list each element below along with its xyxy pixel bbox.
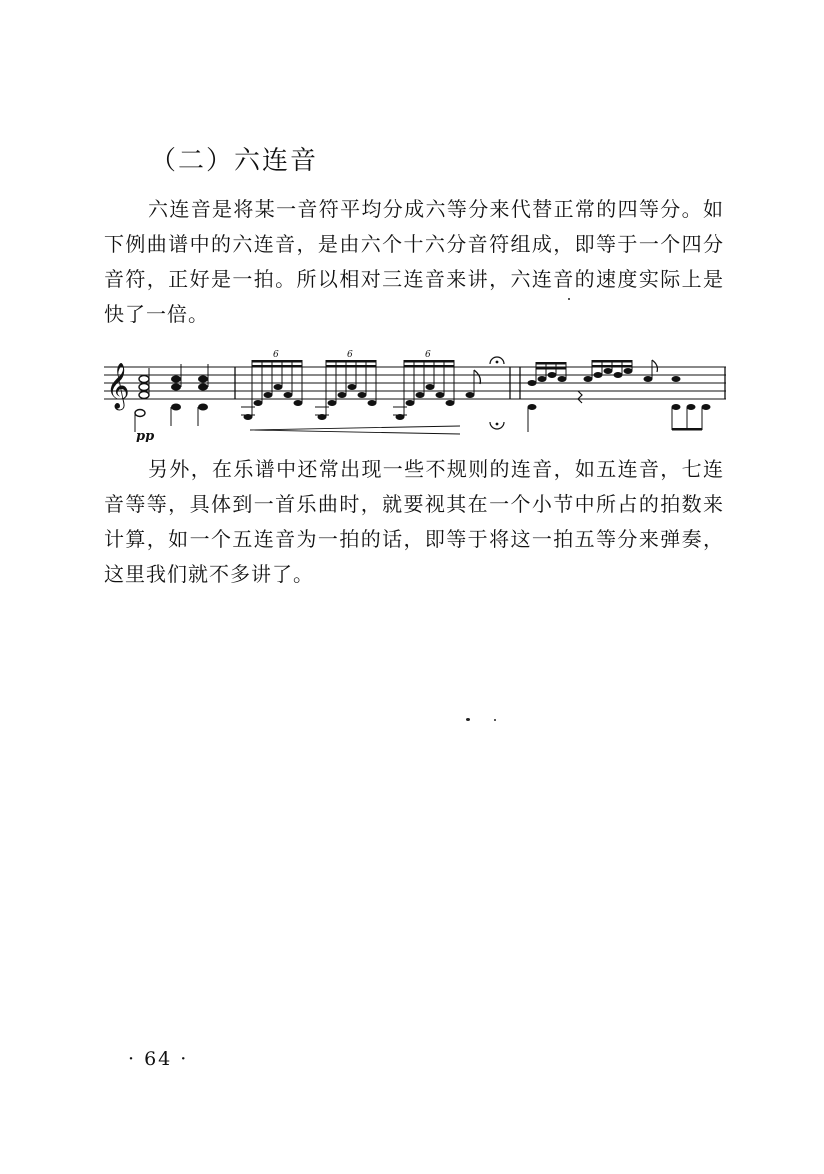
- page-number: · 64 ·: [128, 1048, 189, 1070]
- print-speck: [568, 298, 570, 300]
- dynamic-marking: pp: [136, 429, 155, 442]
- sextuplet-groups: [241, 360, 480, 420]
- paragraph-sextuplet: 六连音是将某一音符平均分成六等分来代替正常的四等分。如下例曲谱中的六连音，是由六个十六分音符组成，即等于一个四分音符，正好是一拍。所以相对三连音来讲，六连音的速度实际上是快了一倍。: [104, 197, 724, 326]
- tuplet-number-1: 6: [273, 350, 279, 360]
- sextuplet-group-2: [318, 360, 377, 420]
- paragraph-irregular-tuplets: 另外，在乐谱中还常出现一些不规则的连音，如五连音，七连音等等，具体到一首乐曲时，就要视其在一个小节中所占的拍数来计算，如一个五连音为一拍的话，即等于将这一拍五等分来弹奏，这里我们就不多讲了。: [104, 457, 724, 586]
- sextuplet-group-4: [466, 370, 481, 398]
- tuplet-number-3: 6: [425, 350, 431, 360]
- second-measure: [528, 360, 711, 432]
- sextuplet-group-1: [244, 360, 303, 420]
- print-speck: [494, 719, 496, 721]
- score-svg: [100, 350, 728, 442]
- opening-chords: [135, 364, 208, 432]
- music-score-example: [100, 350, 728, 442]
- print-speck: [466, 718, 470, 721]
- tuplet-number-2: 6: [347, 350, 353, 360]
- staff-lines: [104, 367, 726, 399]
- sextuplet-group-3: [396, 360, 455, 420]
- section-heading: （二）六连音: [150, 146, 319, 176]
- hairpin-icon: [250, 426, 460, 434]
- treble-clef-icon: 𝄞: [106, 363, 130, 409]
